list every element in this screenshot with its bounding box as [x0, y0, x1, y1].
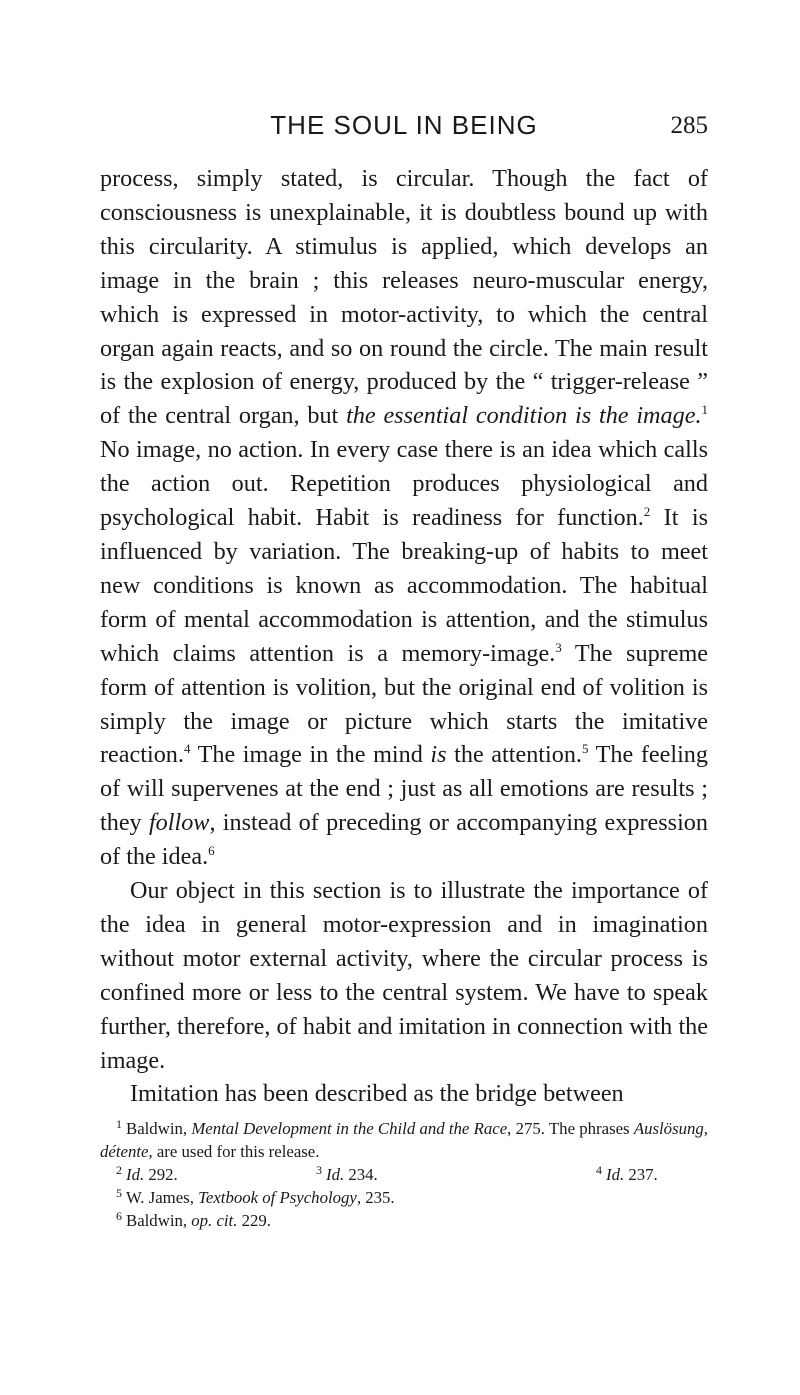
emphasis-text: is — [430, 741, 447, 769]
paragraph-1: process, simply stated, is circular. Though the fact of consciousness is unexplainable, it is doubtless bound up with this circularity. A stimulus is applied, which develops an image in the brain ; this releases neuro-muscular energy, which is expressed in motor-activity, to which the central organ again reacts, and so on round the circle. The main result is the explosion of energy, produced by the “ trigger-release ” of the central organ, but the essential condition is the image.$^1$ No image, no action. In every case there is an idea which calls the action out. Repetition produces physiological and psychological habit. Habit is readiness for function.$^2$ It is influenced by variation. The breaking-up of habits to meet new conditions is known as accommodation. The habitual form of mental accommodation is attention, and the stimulus which claims attention is a memory-image.$^3$ The supreme form of attention is volition, but the original end of volition is simply the image or picture which starts the imitative reaction.$^4$ The image in the mind is the attention.$^5$ The feeling of will supervenes at the end ; just as all emotions are results ; they follow, instead of preceding or accompanying expression of the idea.$^6$ — [100, 165, 708, 871]
footnote-ref-6[interactable]: 6 — [208, 843, 215, 859]
emphasis-text: the essential condition is the image. — [346, 402, 702, 430]
running-title: THE SOUL IN BEING — [270, 110, 538, 140]
paragraph-3: Imitation has been described as the bridge between — [130, 1080, 624, 1108]
footnote-1: $^1$ Baldwin, Mental Development in the Child and the Race, 275. The phrases Auslösung, détente, are used for this release. — [100, 1116, 708, 1162]
footnote-3: $^3$ Id. 234. — [316, 1162, 378, 1185]
paragraph-2: Our object in this section is to illustrate the importance of the idea in general motor-expression and in imagination without motor external activity, where the circular process is confined more or less to the central system. We have to speak further, therefore, of habit and imitation in connection with the image. — [100, 877, 708, 1074]
footnote-row-ids — [100, 1163, 708, 1186]
page-number: 285 — [670, 112, 708, 139]
footnote-4: $^4$ Id. 237. — [596, 1162, 658, 1185]
emphasis-text: follow — [148, 809, 210, 837]
footnote-2: $^2$ Id. 292. — [116, 1162, 178, 1185]
footnote-ref-5[interactable]: 5 — [581, 741, 589, 757]
footnote-ref-4[interactable]: 4 — [183, 741, 191, 757]
footnote-ref-2[interactable]: 2 — [643, 504, 651, 519]
footnotes — [100, 1117, 708, 1232]
body-text — [100, 162, 708, 1111]
footnote-ref-1[interactable]: 1 — [701, 402, 708, 418]
footnote-ref-3[interactable]: 3 — [555, 639, 562, 655]
footnote-6: $^6$ Baldwin, op. cit. 229. — [116, 1208, 271, 1231]
book-page — [100, 110, 708, 1232]
running-head — [100, 110, 708, 150]
footnote-5: $^5$ W. James, Textbook of Psychology, 235. — [116, 1185, 395, 1208]
